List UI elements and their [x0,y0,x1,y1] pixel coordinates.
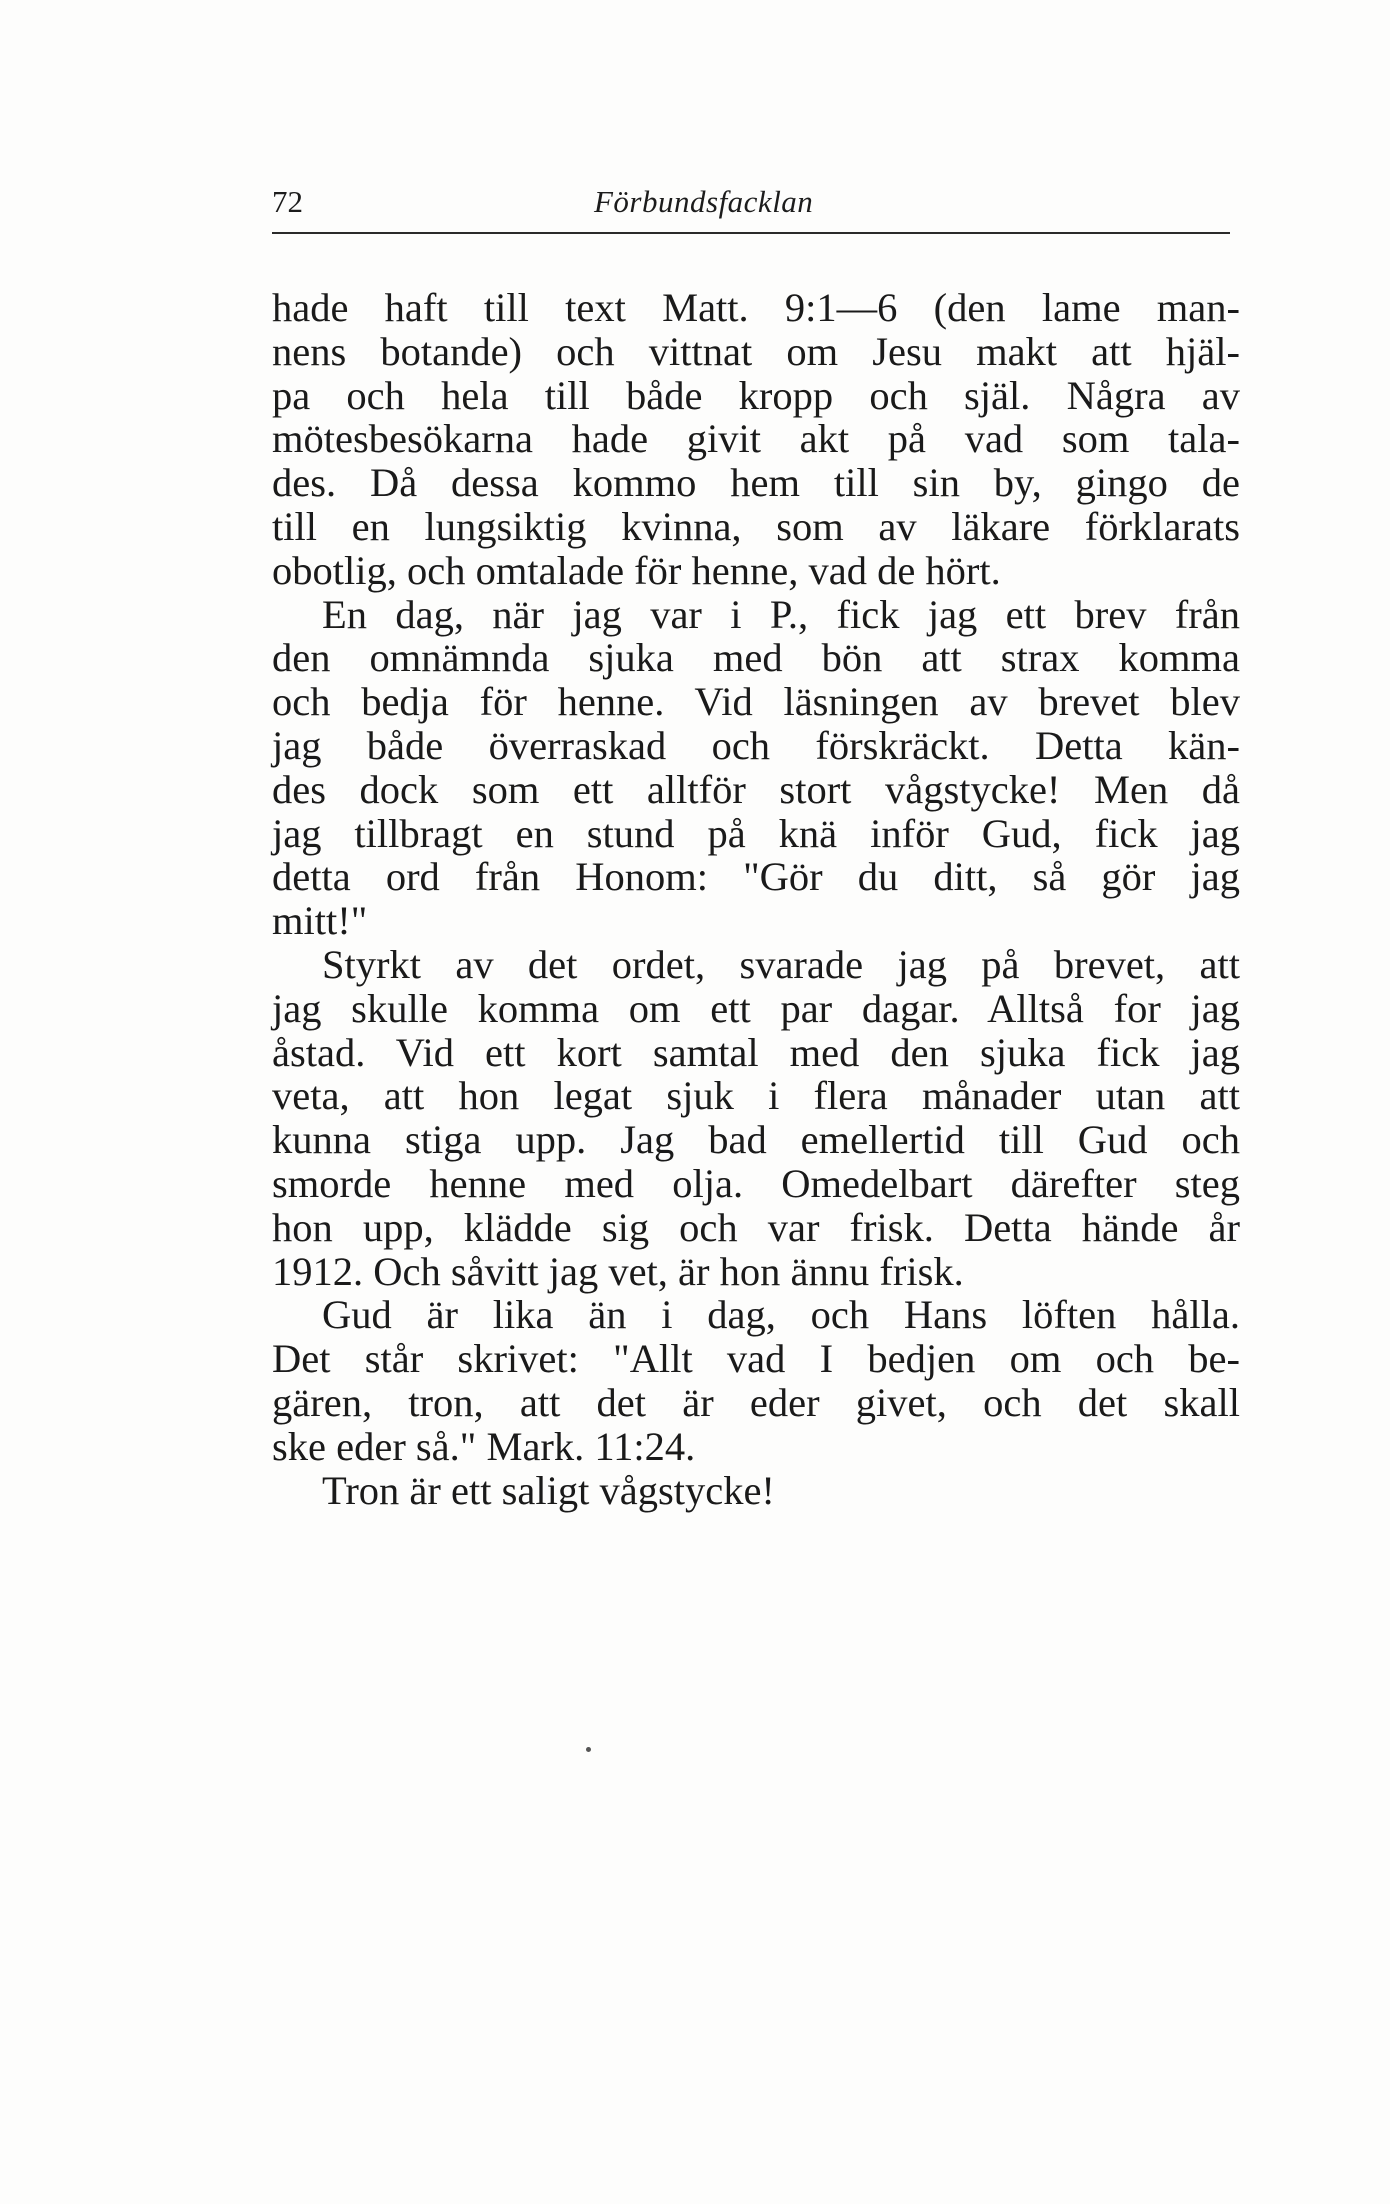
text-line: åstad. Vid ett kort samtal med den sjuka fick jag [272,1029,1240,1075]
text-line: och bedja för henne. Vid läsningen av brevet blev [272,679,1240,725]
paper-speck [586,1747,591,1752]
text-line: pa och hela till både kropp och själ. Några av [272,372,1240,418]
text-line: Det står skrivet: "Allt vad I bedjen om och be- [272,1336,1240,1382]
text-line: Styrkt av det ordet, svarade jag på brevet, att [322,941,1240,987]
text-line: veta, att hon legat sjuk i flera månader utan att [272,1073,1240,1119]
running-title: Förbundsfacklan [594,184,814,219]
text-line: detta ord från Honom: "Gör du ditt, så gör jag [272,854,1240,900]
text-line: Gud är lika än i dag, och Hans löften hålla. [322,1292,1240,1338]
text-line: jag både överraskad och förskräckt. Detta kän- [272,722,1240,768]
text-line: den omnämnda sjuka med bön att strax komma [272,635,1240,681]
text-line: hon upp, klädde sig och var frisk. Detta hände år [272,1204,1240,1250]
text-line: 1912. Och såvitt jag vet, är hon ännu frisk. [272,1248,964,1294]
text-line: mötesbesökarna hade givit akt på vad som tala- [272,416,1240,462]
text-line: nens botande) och vittnat om Jesu makt att hjäl- [272,328,1240,374]
text-line: jag tillbragt en stund på knä inför Gud, fick jag [272,810,1240,856]
page-header [272,182,1232,234]
text-line: obotlig, och omtalade för henne, vad de hört. [272,547,1001,593]
text-line: ske eder så." Mark. 11:24. [272,1423,696,1469]
text-line: En dag, när jag var i P., fick jag ett brev från [322,591,1240,637]
header-rule [272,232,1230,234]
body-text [272,286,1240,1512]
text-line: mitt!" [272,898,368,944]
text-line: till en lungsiktig kvinna, som av läkare förklarats [272,503,1240,549]
text-line: gären, tron, att det är eder givet, och det skall [272,1379,1240,1425]
text-line: smorde henne med olja. Omedelbart därefter steg [272,1160,1240,1206]
text-line: des. Då dessa kommo hem till sin by, gingo de [272,460,1240,506]
page-number: 72 [272,184,303,219]
text-line: des dock som ett alltför stort vågstycke! Men då [272,766,1240,812]
text-line: Tron är ett saligt vågstycke! [322,1467,775,1513]
text-line: hade haft till text Matt. 9:1—6 (den lame man- [272,285,1240,330]
text-line: jag skulle komma om ett par dagar. Alltså for jag [272,985,1240,1031]
text-line: kunna stiga upp. Jag bad emellertid till Gud och [272,1117,1240,1163]
